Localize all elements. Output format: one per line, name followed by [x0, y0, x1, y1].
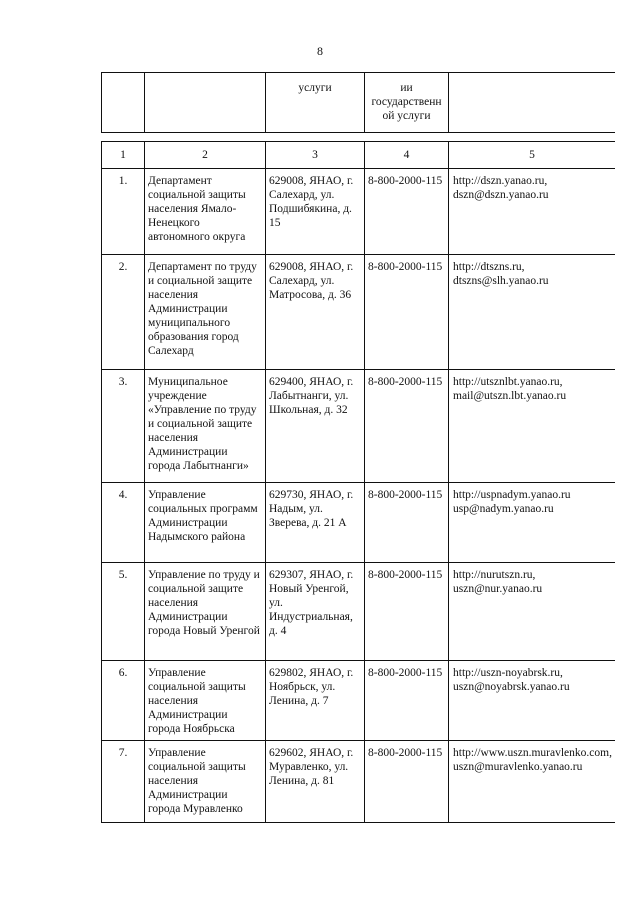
table-row [102, 741, 615, 823]
row-number: 5. [102, 563, 145, 661]
table-row [102, 370, 615, 483]
column-number: 2 [145, 142, 266, 169]
services-table [101, 141, 615, 823]
organization-web-email: http://dszn.yanao.ru, dszn@dszn.yanao.ru [449, 169, 615, 255]
organization-phone: 8-800-2000-115 [365, 483, 449, 563]
header-cell-4 [365, 73, 449, 133]
organization-phone: 8-800-2000-115 [365, 563, 449, 661]
organization-address: 629802, ЯНАО, г. Ноябрьск, ул. Ленина, д. 7 [266, 661, 365, 741]
organization-phone: 8-800-2000-115 [365, 169, 449, 255]
column-number: 4 [365, 142, 449, 169]
organization-name: Управление по труду и социальной защите населения Администрации города Новый Уренгой [145, 563, 266, 661]
organization-web-email: http://dtszns.ru, dtszns@slh.yanao.ru [449, 255, 615, 370]
organization-web-email: http://www.uszn.muravlenko.com, uszn@muravlenko.yanao.ru [449, 741, 615, 823]
row-number: 6. [102, 661, 145, 741]
organization-address: 629730, ЯНАО, г. Надым, ул. Зверева, д. 21 А [266, 483, 365, 563]
organization-name: Управление социальной защиты населения Администрации города Ноябрьска [145, 661, 266, 741]
organization-web-email: http://uspnadym.yanao.ru usp@nadym.yanao.ru [449, 483, 615, 563]
row-number: 1. [102, 169, 145, 255]
organization-name: Департамент социальной защиты населения Ямало-Ненецкого автономного округа [145, 169, 266, 255]
column-number: 1 [102, 142, 145, 169]
organization-address: 629400, ЯНАО, г. Лабытнанги, ул. Школьная, д. 32 [266, 370, 365, 483]
table-row [102, 661, 615, 741]
table-row [102, 255, 615, 370]
organization-address: 629307, ЯНАО, г. Новый Уренгой, ул. Индустриальная, д. 4 [266, 563, 365, 661]
organization-address: 629602, ЯНАО, г. Муравленко, ул. Ленина, д. 81 [266, 741, 365, 823]
organization-web-email: http://uszn-noyabrsk.ru, uszn@noyabrsk.yanao.ru [449, 661, 615, 741]
organization-phone: 8-800-2000-115 [365, 370, 449, 483]
continued-header-row [102, 73, 615, 133]
organization-phone: 8-800-2000-115 [365, 255, 449, 370]
header-cell-3 [266, 73, 365, 133]
table-row [102, 169, 615, 255]
row-number: 2. [102, 255, 145, 370]
row-number: 4. [102, 483, 145, 563]
organization-phone: 8-800-2000-115 [365, 661, 449, 741]
row-number: 7. [102, 741, 145, 823]
column-number: 5 [449, 142, 615, 169]
header-col4-text: ии государственн ой услуги [371, 82, 442, 122]
organization-name: Департамент по труду и социальной защите населения Администрации муниципального образования город Салехард [145, 255, 266, 370]
organization-web-email: http://utsznlbt.yanao.ru, mail@utszn.lbt.yanao.ru [449, 370, 615, 483]
header-cell-2 [145, 73, 266, 133]
page-number: 8 [317, 44, 323, 58]
table-row [102, 483, 615, 563]
row-number: 3. [102, 370, 145, 483]
organization-address: 629008, ЯНАО, г. Салехард, ул. Матросова, д. 36 [266, 255, 365, 370]
header-col3-text: услуги [298, 82, 332, 94]
continued-header-table [101, 72, 615, 133]
column-number: 3 [266, 142, 365, 169]
header-cell-1 [102, 73, 145, 133]
column-numbers-row [102, 142, 615, 169]
organization-name: Муниципальное учреждение «Управление по труду и социальной защите населения Администрации города Лабытнанги» [145, 370, 266, 483]
organization-address: 629008, ЯНАО, г. Салехард, ул. Подшибякина, д. 15 [266, 169, 365, 255]
organization-phone: 8-800-2000-115 [365, 741, 449, 823]
organization-web-email: http://nurutszn.ru, uszn@nur.yanao.ru [449, 563, 615, 661]
header-cell-5 [449, 73, 615, 133]
organization-name: Управление социальных программ Администрации Надымского района [145, 483, 266, 563]
organization-name: Управление социальной защиты населения Администрации города Муравленко [145, 741, 266, 823]
table-row [102, 563, 615, 661]
